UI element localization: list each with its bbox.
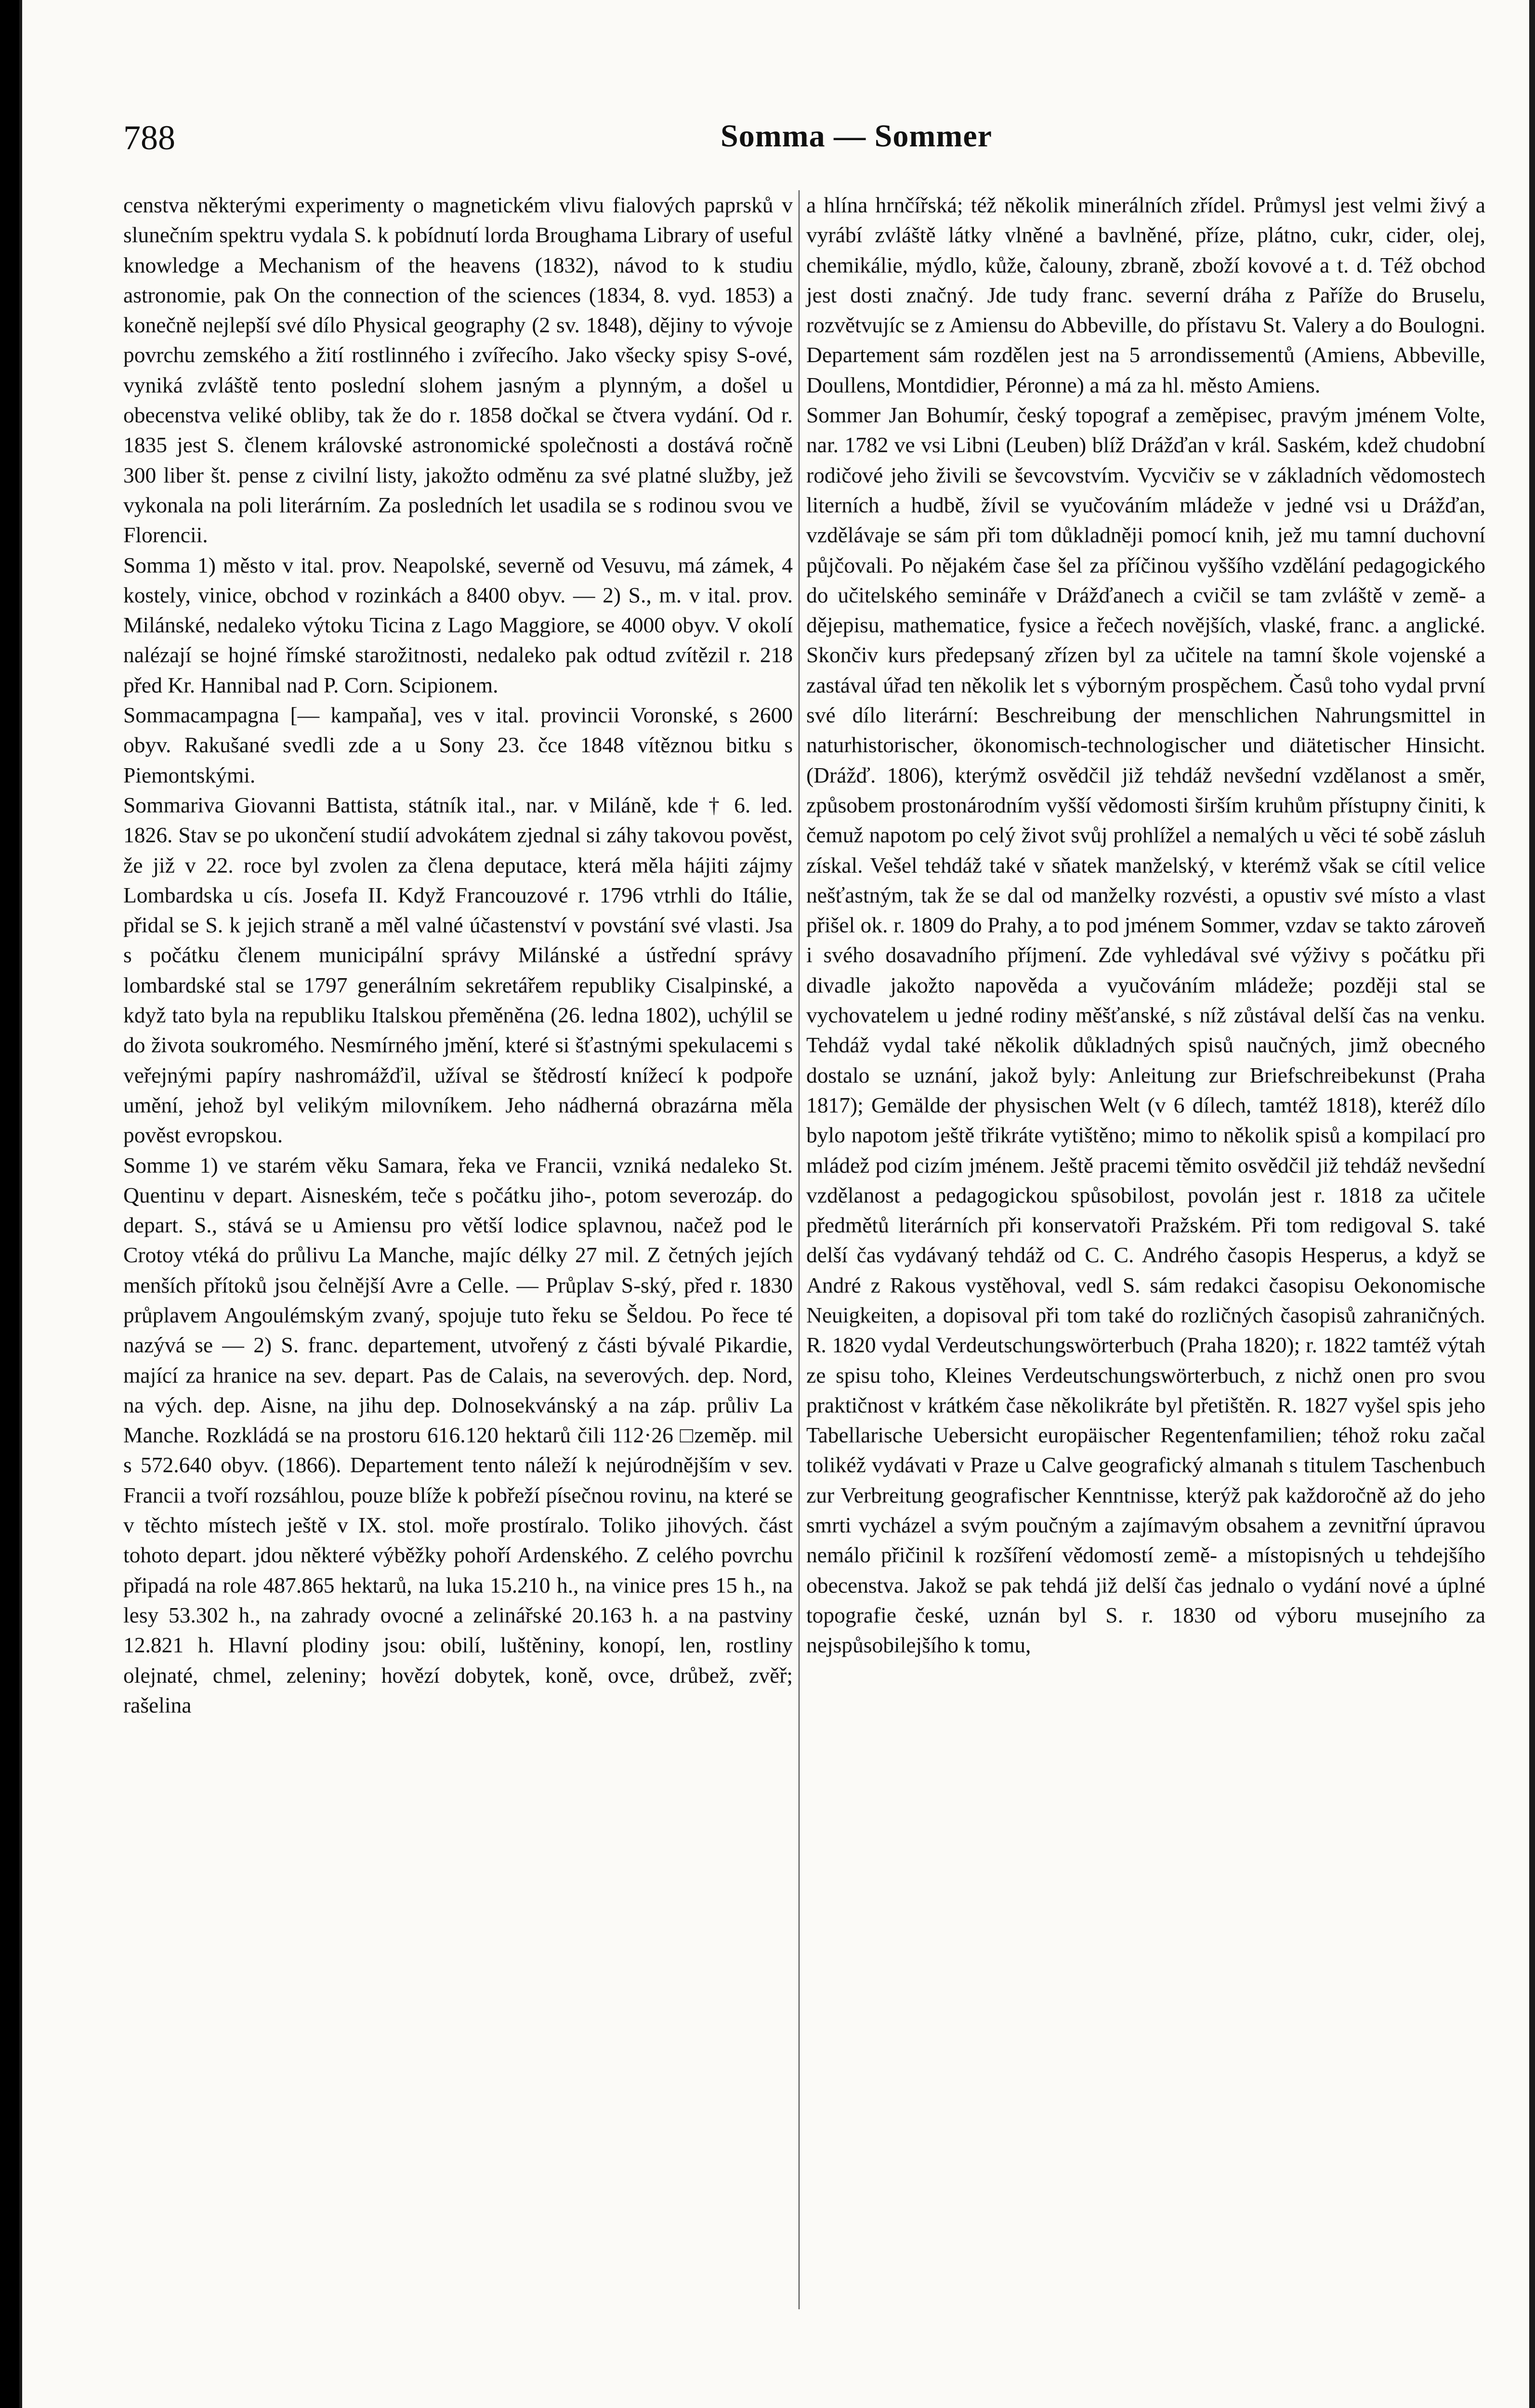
entry-sommacampagna: Sommacampagna [— kampaňa], ves v ital. provincii Voronské, s 2600 obyv. Rakušané svedli zde a u Sony 23. čce 1848 vítěznou bitku s Piemontskými. [123,703,793,787]
left-column [123,190,793,1720]
column-divider [799,190,800,2309]
entry-continuation: censtva některými experimenty o magnetickém vlivu fialových paprsků v slunečním spektru vydala S. k pobídnutí lorda Broughama Library of useful knowledge a Mechanism of the heavens (1832), návod to k studiu astronomie, pak On the connection of the sciences (1834, 8. vyd. 1853) a konečně nejlepší své dílo Physical geography (2 sv. 1848), dějiny to vývoje povrchu zemského a žití rostlinného i zvířecího. Jako všecky spisy S-ové, vyniká zvláště tento poslední slohem jasným a plynným, a došel u obecenstva veliké obliby, tak že do r. 1858 dočkal se čtvera vydání. Od r. 1835 jest S. členem královské astronomické společnosti a dostává ročně 300 liber št. pense z civilní listy, jakožto odměnu za své platné služby, jež vykonala na poli literárním. Za posledních let usadila se s rodinou svou ve Florencii. [123,193,793,548]
entry-somme-continuation: a hlína hrnčířská; též několik minerálních zřídel. Průmysl jest velmi živý a vyrábí zvláště látky vlněné a bavlněné, příze, plátno, cukr, cider, olej, chemikálie, mýdlo, kůže, čalouny, zbraně, zboží kovové a t. d. Též obchod jest dosti značný. Jde tudy franc. severní dráha z Paříže do Bruselu, rozvětvujíc se z Amiensu do Abbeville, do přístavu St. Valery a do Boulogni. Departement sám rozdělen jest na 5 arrondissementů (Amiens, Abbeville, Doullens, Montdidier, Péronne) a má za hl. město Amiens. [806,193,1485,397]
dictionary-page [19,0,1535,2408]
page-number: 788 [123,118,175,157]
entry-sommer: Sommer Jan Bohumír, český topograf a zeměpisec, pravým jménem Volte, nar. 1782 ve vsi Libni (Leuben) blíž Drážďan v král. Saském, kdež chudobní rodičové jeho živili se ševcovstvím. Vycvičiv se v základních vědomostech literních a hudbě, žívil se vyučováním mládeže v jedné vsi u Drážďan, vzdělávaje se sám při tom důkladněji pomocí knih, jež mu tamní duchovní půjčovali. Po nějakém čase šel za příčinou vyššího vzdělání pedagogického do učitelského semináře v Drážďanech a cvičil se tam zvláště v země- a dějepisu, mathematice, fysice a řečech novějších, vlaské, franc. a anglické. Skončiv kurs předepsaný zřízen byl za učitele na tamní škole vojenské a zastával úřad ten několik let s výborným prospěchem. Časů toho vydal první své dílo literární: Beschreibung der menschlichen Nahrungsmittel in naturhistorischer, ökonomisch-technologischer und diätetischer Hinsicht. (Drážď. 1806), kterýmž osvědčil již tehdáž nevšední vzdělanost a směr, způsobem prostonárodním vyšší vědomosti širším kruhům přístupny činiti, k čemuž napotom po celý život svůj prohlížel a nemalých u věci té sobě zásluh získal. Vešel tehdáž také v sňatek manželský, v kterémž však se cítil velice nešťastným, tak že se dal od manželky rozvésti, a opustiv své místo a vlast přišel ok. r. 1809 do Prahy, a to pod jménem Sommer, vzdav se takto zároveň i svého dosavadního příjmení. Zde vyhledával své výživy s počátku při divadle jakožto napovědа a vyučováním mládeže; později stal se vychovatelem u jedné rodiny měšťanské, s níž zůstával delší čas na venku. Tehdáž vydal také několik důkladných spisů naučných, jimž obecného dostalo se uznání, jakož byly: Anleitung zur Briefschreibekunst (Praha 1817); Gemälde der physischen Welt (v 6 dílech, tamtéž 1818), kteréž dílo bylo napotom ještě třikráte vytištěno; mimo to několik spisů a kompilací pro mládež pod cizím jménem. Ještě pracemi těmito osvědčil již tehdáž nevšední vzdělanost a pedagogickou spůsobilost, povolán jest r. 1818 za učitele předmětů literárních při konservatoři Pražském. Při tom redigoval S. také delší čas vydávaný tehdáž od C. C. Andrého časopis Hesperus, a když se André z Rakous vystěhoval, vedl S. sám redakci časopisu Oekonomische Neuigkeiten, a dopisoval při tom také do rozličných časopisů zahraničných. R. 1820 vydal Verdeutschungswörterbuch (Praha 1820); r. 1822 tamtéž výtah ze spisu toho, Kleines Verdeutschungswörterbuch, z nichž onen pro svou praktičnost v krátkém čase několikráte byl přetištěn. R. 1827 vyšel spis jeho Tabellarische Uebersicht europäischer Regentenfamilien; téhož roku začal tolikéž vydávati v Praze u Calve geografický almanah s titulem Taschenbuch zur Verbreitung geografischer Kenntnisse, kterýž pak každoročně až do jeho smrti vycházel a svým poučným a zajímavým obsahem a zevnitřní úpravou nemálo přičinil k rozšíření vědomostí země- a místopisných u tehdejšího obecenstva. Jakož se pak tehdá již delší čas jednalo o vydání nové a úplné topografie české, uznán byl S. r. 1830 od výboru musejního za nejspůsobilejšího k tomu, [806,403,1485,1658]
running-title: Somma — Sommer [721,118,992,154]
entry-somma: Somma 1) město v ital. prov. Neapolské, severně od Vesuvu, má zámek, 4 kostely, vinice, obchod v rozinkách a 8400 obyv. — 2) S., m. v ital. prov. Milánské, nedaleko výtoku Ticina z Lago Maggiore, se 4000 obyv. V okolí nalézají se hojné římské starožitnosti, nedaleko pak odtud zvítězil r. 218 před Kr. Hannibal nad P. Corn. Scipionem. [123,552,793,697]
page-header [123,118,1424,161]
right-column [806,190,1485,1661]
entry-sommariva: Sommariva Giovanni Battista, státník ital., nar. v Miláně, kde † 6. led. 1826. Stav se po ukončení studií advokátem zjednal si záhy takovou pověst, že již v 22. roce byl zvolen za člena deputace, která měla hájiti zájmy Lombardska u cís. Josefa II. Když Francouzové r. 1796 vtrhli do Itálie, přidal se S. k jejich straně a měl valné účastenství v povstání své vlasti. Jsa s počátku členem municipální správy Milánské a ústřední správy lombardské stal se 1797 generálním sekretářem republiky Cisalpinské, a když tato byla na republiku Italskou přeměněna (26. ledna 1802), uchýlil se do života soukromého. Nesmírného jmění, které si šťastnými spekulacemi s veřejnými papíry nashromážďil, užíval se štědrostí knížecí k podpoře umění, jehož byl velikým milovníkem. Jeho nádherná obrazárna měla pověst evropskou. [123,792,793,1148]
entry-somme: Somme 1) ve starém věku Samara, řeka ve Francii, vzniká nedaleko St. Quentinu v depart. Aisneském, teče s počátku jiho-, potom severozáp. do depart. S., stává se u Amiensu pro větší lodice splavnou, načež pod le Crotoy vtéká do průlivu La Manche, majíc délky 27 mil. Z četných jejích menších přítoků jsou čelnější Avre a Celle. — Průplav S-ský, před r. 1830 průplavem Angoulémským zvaný, spojuje tuto řeku se Šeldou. Po řece té nazývá se — 2) S. franc. departement, utvořený z části bývalé Pikardie, mající za hranice na sev. depart. Pas de Calais, na severových. dep. Nord, na vých. dep. Aisne, na jihu dep. Dolnosekvánský a na záp. průliv La Manche. Rozkládá se na prostoru 616.120 hektarů čili 112·26 □zeměp. mil s 572.640 obyv. (1866). Departement tento náleží k nejúrodnějším v sev. Francii a tvoří rozsáhlou, pouze blíže k pobřeží písečnou rovinu, na které se v těchto místech ještě v IX. stol. moře prostíralo. Toliko jihových. část tohoto depart. jdou některé výběžky pohoří Ardenského. Z celého povrchu připadá na role 487.865 hektarů, na luka 15.210 h., na vinice pres 15 h., na lesy 53.302 h., na zahrady ovocné a zelinářské 20.163 h. a na pastviny 12.821 h. Hlavní plodiny jsou: obilí, luštěniny, konopí, len, rostliny olejnaté, chmel, zeleniny; hovězí dobytek, koně, ovce, drůbež, zvěř; rašelina [123,1152,793,1717]
